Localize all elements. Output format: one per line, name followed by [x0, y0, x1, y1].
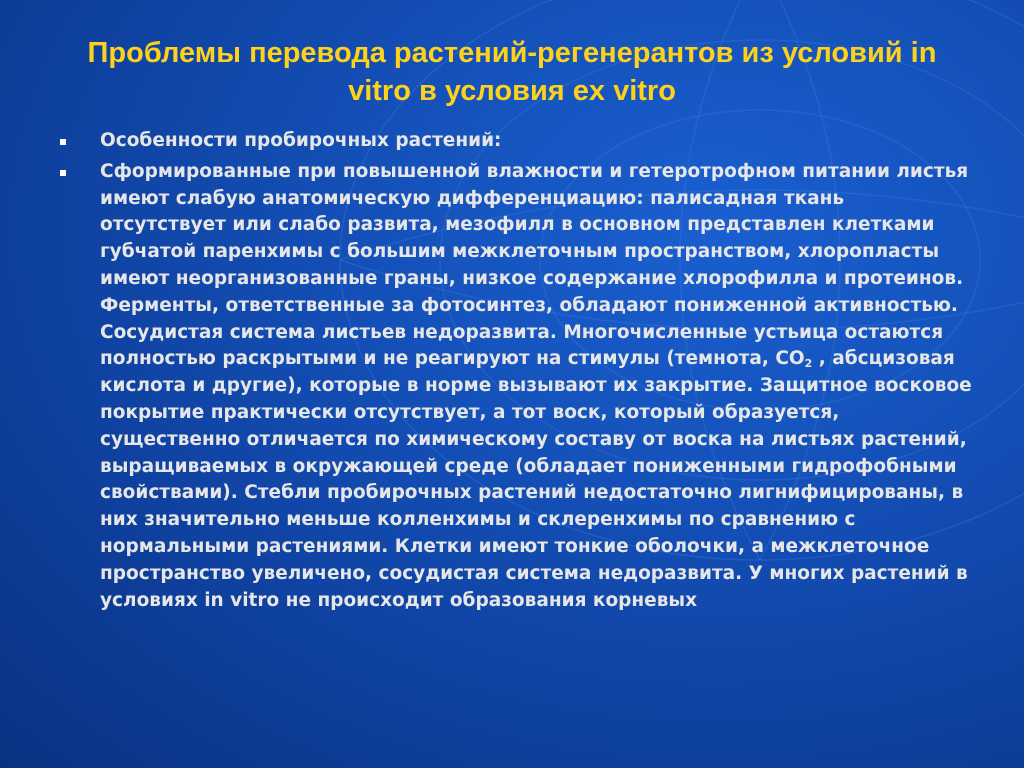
- bullet-text-part: Сформированные при повышенной влажности и гетеротрофном питании листья имеют слабую анатомическую дифференциацию: палисадная ткань отсутствует или слабо развита, мезофилл в основном представлен клетками губчатой паренхимы с большим межклеточным пространством, хлоропласты имеют неорганизованные граны, низкое содержание хлорофилла и протеинов. Ферменты, ответственные за фотосинтез, обладают пониженной активностью. Сосудистая система листьев недоразвита. Многочисленные устьица остаются полностью раскрытыми и не реагируют на стимулы (темнота, CO: [100, 160, 969, 370]
- slide-title: Проблемы перевода растений-регенерантов из условий in vitro в условия ex vitro: [87, 37, 937, 107]
- square-bullet-icon: [60, 170, 66, 176]
- bullet-text: [100, 161, 972, 611]
- bullet-list: [56, 128, 976, 618]
- bullet-item: [56, 159, 976, 615]
- subscript-two: 2: [804, 357, 813, 371]
- bullet-text-part: , абсцизовая кислота и другие), которые в норме вызывают их закрытие. Защитное восковое покрытие практически отсутствует, а тот воск, который образуется, существенно отличается по химическому составу от воска на листьях растений, выращиваемых в окружающей среде (обладает пониженными гидрофобными свойствами). Стебли пробирочных растений недостаточно лигнифицированы, в них значительно меньше колленхимы и склеренхимы по сравнению с нормальными растениями. Клетки имеют тонкие оболочки, а межклеточное пространство увеличено, сосудистая система недоразвита. У многих растений в условиях in vitro не происходит образования корневых: [100, 348, 972, 611]
- bullet-text: Особенности пробирочных растений:: [100, 130, 502, 151]
- square-bullet-icon: [60, 139, 66, 145]
- bullet-item: [56, 128, 976, 155]
